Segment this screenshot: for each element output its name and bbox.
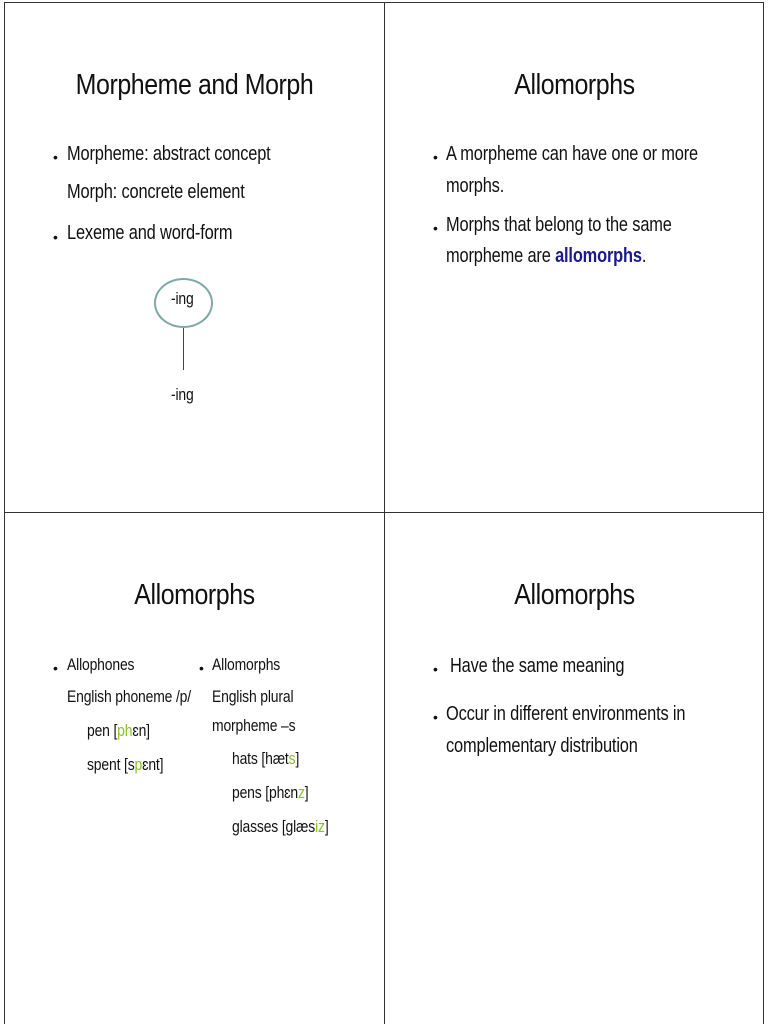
bullet-text: Occur in different environments in bbox=[446, 703, 686, 725]
plural-line-continued: morpheme –s bbox=[212, 716, 296, 735]
slide-allomorphs-definition bbox=[385, 3, 764, 512]
bullet-text-continued: morphs. bbox=[446, 175, 505, 197]
bullet-dot: • bbox=[433, 661, 438, 677]
morpheme-label: -ing bbox=[171, 289, 194, 308]
slide-title: Morpheme and Morph bbox=[75, 69, 314, 101]
allomorph-example: pens [phɛnz] bbox=[232, 783, 309, 802]
slide-allophones-vs-allomorphs bbox=[5, 513, 384, 1024]
connector-line bbox=[183, 328, 184, 370]
bullet-text: Morphs that belong to the same bbox=[446, 214, 672, 236]
bullet-text-continued: morpheme are allomorphs. bbox=[446, 245, 647, 267]
bullet-text: Lexeme and word-form bbox=[67, 222, 233, 244]
allomorphs-heading: Allomorphs bbox=[212, 655, 281, 674]
phoneme-line: English phoneme /p/ bbox=[67, 687, 191, 706]
slide-title: Allomorphs bbox=[514, 579, 635, 611]
allophone-example: pen [phɛn] bbox=[87, 721, 150, 740]
allomorphs-term: allomorphs bbox=[555, 245, 642, 267]
bullet-dot: • bbox=[53, 149, 58, 165]
allomorph-example: glasses [glæsiz] bbox=[232, 817, 329, 836]
morph-label: -ing bbox=[171, 385, 194, 404]
slide-title: Allomorphs bbox=[514, 69, 635, 101]
plural-line: English plural bbox=[212, 687, 294, 706]
bullet-text: Have the same meaning bbox=[450, 655, 625, 677]
allophone-example: spent [spɛnt] bbox=[87, 755, 164, 774]
slide-allomorph-properties bbox=[385, 513, 764, 1024]
bullet-text-continued: complementary distribution bbox=[446, 735, 638, 757]
bullet-dot: • bbox=[433, 709, 438, 725]
bullet-text: A morpheme can have one or more bbox=[446, 143, 698, 165]
slide-morpheme-and-morph bbox=[5, 3, 384, 512]
bullet-dot: • bbox=[53, 660, 58, 676]
allophones-heading: Allophones bbox=[67, 655, 135, 674]
bullet-dot: • bbox=[199, 660, 204, 676]
bullet-dot: • bbox=[53, 229, 58, 245]
slide-title: Allomorphs bbox=[134, 579, 255, 611]
bullet-text-continued: Morph: concrete element bbox=[67, 181, 245, 203]
bullet-text: Morpheme: abstract concept bbox=[67, 143, 271, 165]
allomorph-example: hats [hæts] bbox=[232, 749, 300, 768]
bullet-dot: • bbox=[433, 149, 438, 165]
bullet-dot: • bbox=[433, 220, 438, 236]
